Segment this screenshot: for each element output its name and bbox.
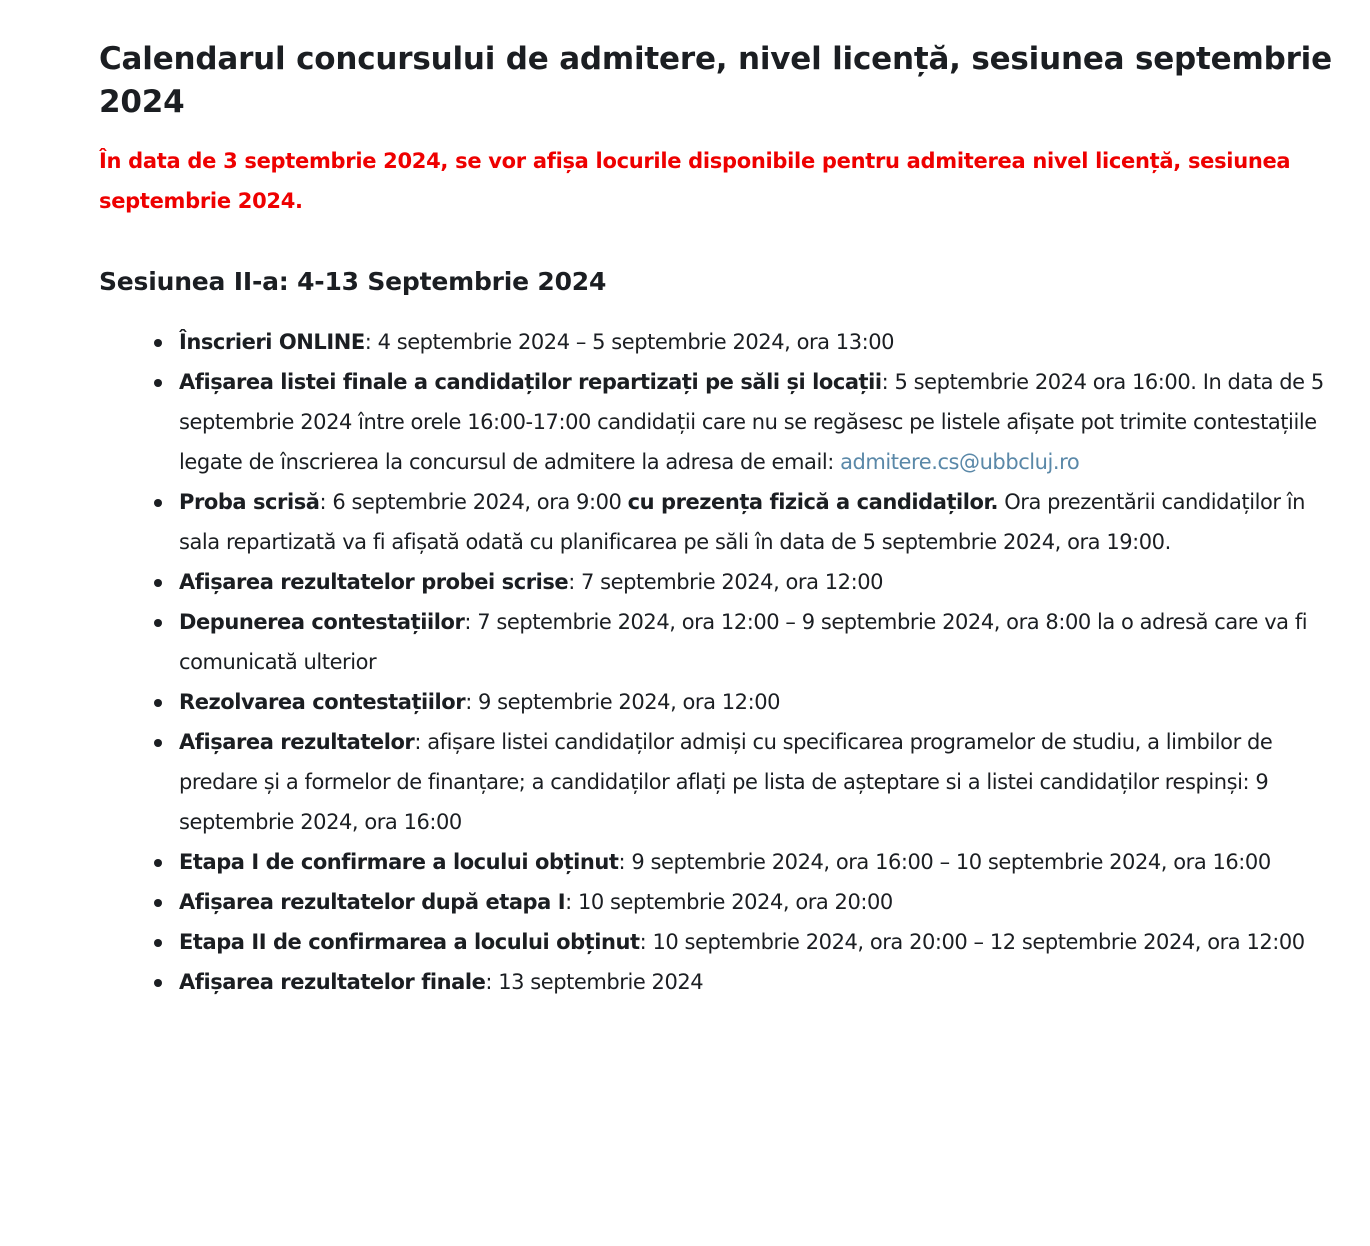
separator: : (881, 370, 895, 394)
separator: : (639, 930, 653, 954)
event-label: Etapa II de confirmarea a locului obținut (179, 930, 640, 954)
email-link[interactable]: admitere.cs@ubbcluj.ro (840, 450, 1080, 474)
list-item (179, 682, 1364, 722)
event-label: Rezolvarea contestațiilor (179, 690, 466, 714)
separator: : (464, 610, 478, 634)
session-heading: Sesiunea II-a: 4-13 Septembrie 2024 (99, 267, 607, 296)
notice-text: În data de 3 septembrie 2024, se vor afișa locurile disponibile pentru admiterea nivel licență, sesiunea septembrie 2024. (99, 149, 1291, 213)
list-item (179, 602, 1364, 682)
bullet-icon (154, 899, 162, 907)
event-text: 13 septembrie 2024 (498, 970, 704, 994)
separator: : (565, 890, 578, 914)
event-label: Depunerea contestațiilor (179, 610, 465, 634)
bullet-icon (154, 579, 162, 587)
list-item (179, 482, 1364, 562)
bullet-icon (154, 859, 162, 867)
event-text: 9 septembrie 2024, ora 16:00 – 10 septembrie 2024, ora 16:00 (631, 850, 1271, 874)
list-item (179, 922, 1364, 962)
event-label: Înscrieri ONLINE (179, 330, 365, 354)
bullet-icon (154, 699, 162, 707)
separator: : (414, 730, 428, 754)
bullet-icon (154, 739, 162, 747)
list-item (179, 562, 1364, 602)
separator: : (568, 570, 582, 594)
bullet-icon (154, 939, 162, 947)
event-text-continued: Ora prezentării candidaților în sala repartizată va fi afișată odată cu planificarea pe săli în data de 5 septembrie 2024, ora 19:00. (179, 490, 1306, 554)
bullet-icon (154, 499, 162, 507)
bullet-icon (154, 979, 162, 987)
separator: : (465, 690, 479, 714)
separator: : (319, 490, 333, 514)
event-label: Afișarea rezultatelor probei scrise (179, 570, 569, 594)
page-content (99, 38, 1364, 1002)
event-label: Afișarea rezultatelor finale (179, 970, 486, 994)
event-text: 5 septembrie 2024 ora 16:00. In data de 5 septembrie 2024 între orele 16:00-17:00 candidații care nu se regăsesc pe listele afișate pot trimite contestațiile legate de înscrierea la concursul de admitere la adresa de email: (179, 370, 1324, 474)
page-title: Calendarul concursului de admitere, nivel licență, sesiunea septembrie 2024 (99, 41, 1332, 120)
separator: : (485, 970, 499, 994)
event-text: 10 septembrie 2024, ora 20:00 (577, 890, 893, 914)
separator: : (364, 330, 378, 354)
event-label: Afișarea rezultatelor (179, 730, 415, 754)
event-text: 9 septembrie 2024, ora 12:00 (478, 690, 781, 714)
event-emphasis: cu prezența fizică a candidaților. (627, 490, 998, 514)
list-item (179, 962, 1364, 1002)
event-text: afișare listei candidaților admiși cu specificarea programelor de studiu, a limbilor de predare și a formelor de finanțare; a candidaților aflați pe lista de așteptare si a listei candidaților respinși: 9 septembrie 2024, ora 16:00 (179, 730, 1273, 834)
event-text: 10 septembrie 2024, ora 20:00 – 12 septembrie 2024, ora 12:00 (652, 930, 1305, 954)
event-label: Afișarea listei finale a candidaților repartizați pe săli și locații (179, 370, 882, 394)
event-text: 4 septembrie 2024 – 5 septembrie 2024, ora 13:00 (377, 330, 895, 354)
event-text: 7 septembrie 2024, ora 12:00 – 9 septembrie 2024, ora 8:00 la o adresă care va fi comunicată ulterior (179, 610, 1308, 674)
list-item (179, 722, 1364, 842)
bullet-icon (154, 619, 162, 627)
list-item (179, 322, 1364, 362)
event-text: 6 septembrie 2024, ora 9:00 (332, 490, 628, 514)
list-item (179, 882, 1364, 922)
event-label: Afișarea rezultatelor după etapa I (179, 890, 566, 914)
event-label: Etapa I de confirmare a locului obținut (179, 850, 619, 874)
event-text: 7 septembrie 2024, ora 12:00 (581, 570, 884, 594)
event-label: Proba scrisă (179, 490, 320, 514)
list-item (179, 842, 1364, 882)
bullet-icon (154, 339, 162, 347)
list-item (179, 362, 1364, 482)
event-list (99, 322, 1364, 1002)
separator: : (618, 850, 632, 874)
bullet-icon (154, 379, 162, 387)
